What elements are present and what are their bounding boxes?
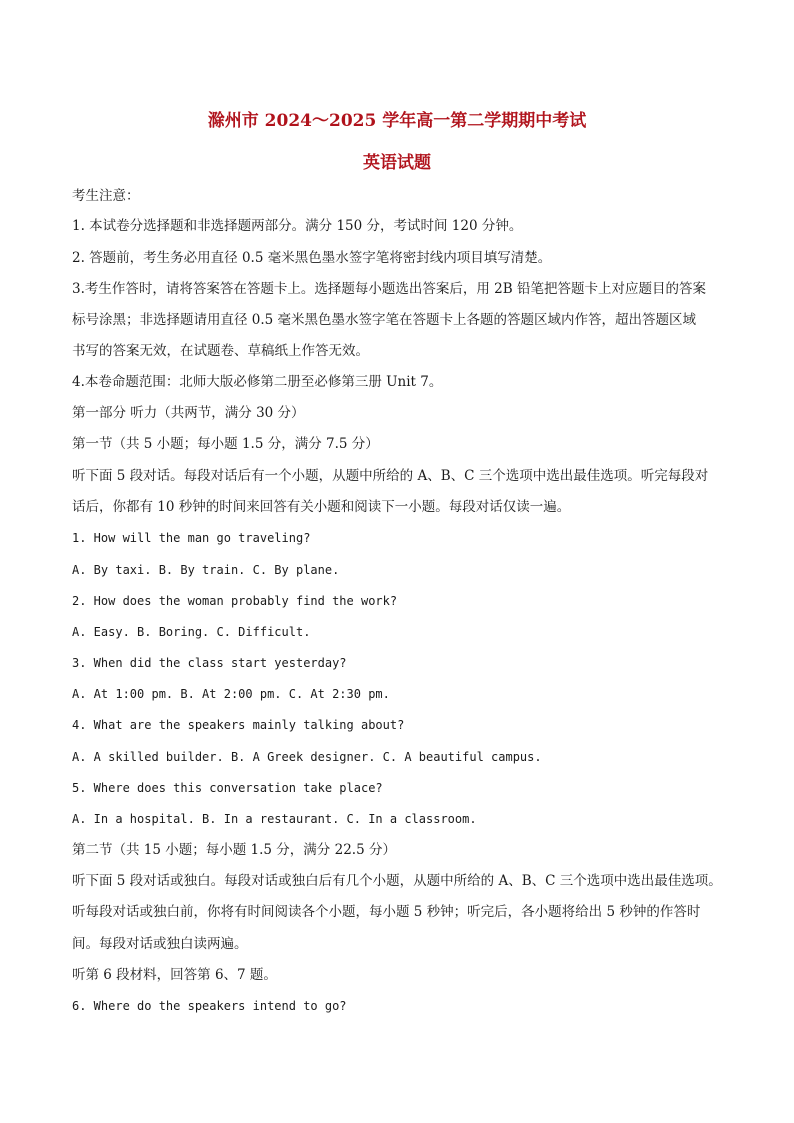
- question-6: 6. Where do the speakers intend to go?: [72, 999, 347, 1013]
- question-2-options: A. Easy. B. Boring. C. Difficult.: [72, 625, 311, 639]
- section1-heading: 第一节（共 5 小题；每小题 1.5 分，满分 7.5 分）: [72, 436, 379, 452]
- notice-item-1: 1. 本试卷分选择题和非选择题两部分。满分 150 分，考试时间 120 分钟。: [72, 218, 523, 234]
- question-5: 5. Where does this conversation take place?: [72, 781, 383, 795]
- notice-heading: 考生注意：: [72, 188, 140, 204]
- section2-instructions-line-3: 间。每段对话或独白读两遍。: [72, 936, 248, 952]
- question-4: 4. What are the speakers mainly talking about?: [72, 718, 405, 732]
- notice-item-2: 2. 答题前，考生务必用直径 0.5 毫米黑色墨水签字笔将密封线内项目填写清楚。: [72, 250, 552, 266]
- section2-heading: 第二节（共 15 小题；每小题 1.5 分，满分 22.5 分）: [72, 842, 396, 858]
- question-3: 3. When did the class start yesterday?: [72, 656, 347, 670]
- section2-instructions-line-1: 听下面 5 段对话或独白。每段对话或独白后有几个小题，从题中所给的 A、B、C 三个选项中选出最佳选项。: [72, 873, 722, 889]
- question-1-options: A. By taxi. B. By train. C. By plane.: [72, 563, 340, 577]
- exam-subtitle: 英语试题: [363, 153, 431, 173]
- exam-title: 滁州市 2024～2025 学年高一第二学期期中考试: [207, 111, 587, 131]
- section1-instructions-line-2: 话后，你都有 10 秒钟的时间来回答有关小题和阅读下一小题。每段对话仅读一遍。: [72, 499, 571, 515]
- section1-instructions-line-1: 听下面 5 段对话。每段对话后有一个小题，从题中所给的 A、B、C 三个选项中选出最佳选项。听完每段对: [72, 468, 709, 484]
- notice-item-3-line-2: 标号涂黑；非选择题请用直径 0.5 毫米黑色墨水签字笔在答题卡上各题的答题区域内作答，超出答题区域: [72, 312, 697, 328]
- part1-heading: 第一部分 听力（共两节，满分 30 分）: [72, 405, 305, 421]
- notice-item-3-line-1: 3.考生作答时，请将答案答在答题卡上。选择题每小题选出答案后，用 2B 铅笔把答题卡上对应题目的答案: [72, 281, 706, 297]
- material-6-note: 听第 6 段材料，回答第 6、7 题。: [72, 967, 277, 983]
- question-1: 1. How will the man go traveling?: [72, 531, 311, 545]
- section2-instructions-line-2: 听每段对话或独白前，你将有时间阅读各个小题，每小题 5 秒钟；听完后，各小题将给出 5 秒钟的作答时: [72, 904, 701, 920]
- question-5-options: A. In a hospital. B. In a restaurant. C. In a classroom.: [72, 812, 477, 826]
- question-4-options: A. A skilled builder. B. A Greek designer. C. A beautiful campus.: [72, 750, 542, 764]
- question-2: 2. How does the woman probably find the work?: [72, 594, 398, 608]
- notice-item-3-line-3: 书写的答案无效，在试题卷、草稿纸上作答无效。: [72, 343, 369, 359]
- notice-item-4: 4.本卷命题范围：北师大版必修第二册至必修第三册 Unit 7。: [72, 374, 443, 390]
- question-3-options: A. At 1:00 pm. B. At 2:00 pm. C. At 2:30 pm.: [72, 687, 390, 701]
